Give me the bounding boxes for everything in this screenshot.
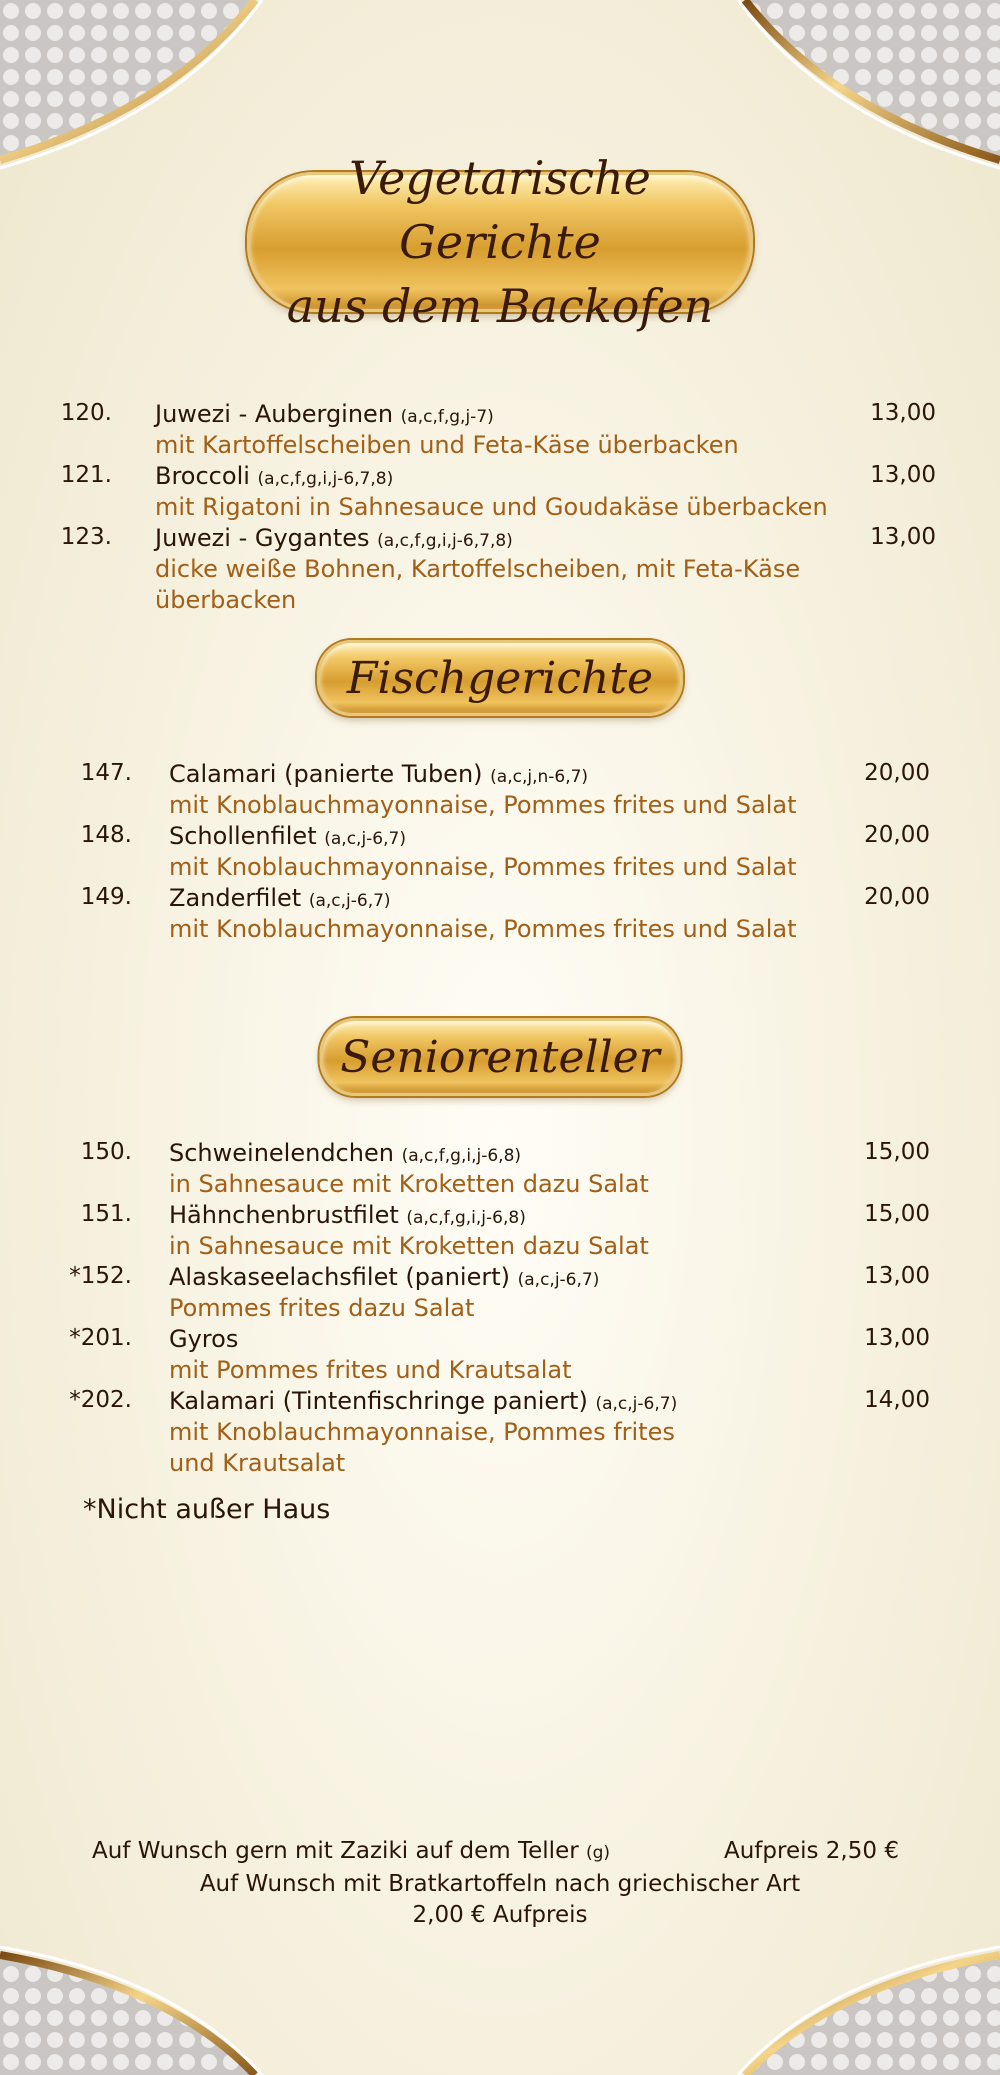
item-name: Hähnchenbrustfilet (a,c,f,g,i,j-6,8) [169,1201,526,1229]
item-allergens: (a,c,f,g,i,j-6,7,8) [257,469,394,489]
item-number: 120. [60,400,112,426]
item-allergens: (a,c,f,g,i,j-6,7,8) [377,531,513,551]
item-name: Gyros [169,1325,239,1353]
item-description: mit Kartoffelscheiben und Feta-Käse überbacken [155,431,739,459]
footer-bratkartoffeln-price: 2,00 € Aufpreis [412,1902,588,1928]
item-description: mit Knoblauchmayonnaise, Pommes frites und Krautsalat [169,1418,675,1477]
heading-senior-text: Seniorenteller [340,1031,660,1083]
item-number: 151. [80,1201,132,1227]
item-price: 20,00 [864,822,930,848]
takeaway-note: *Nicht außer Haus [83,1494,331,1525]
heading-vegetarian-line1: Vegetarische Gerichte [349,151,651,269]
menu-item [0,822,1000,884]
item-price: 20,00 [864,760,930,786]
menu-item [0,1263,1000,1325]
item-price: 15,00 [864,1201,930,1227]
menu-item [0,884,1000,946]
corner-ornament-top-left [0,0,280,200]
item-allergens: (a,c,f,g,i,j-6,8) [401,1146,522,1166]
item-number: 148. [80,822,132,848]
item-name: Juwezi - Gygantes (a,c,f,g,i,j-6,7,8) [155,524,513,552]
heading-fish [317,640,683,716]
footer-bratkartoffeln-text: Auf Wunsch mit Bratkartoffeln nach griechischer Art [199,1871,801,1897]
item-number: 147. [80,760,132,786]
item-description: mit Pommes frites und Krautsalat [169,1356,572,1384]
item-allergens: (a,c,j-6,7) [595,1394,678,1414]
item-description: in Sahnesauce mit Kroketten dazu Salat [169,1170,649,1198]
item-name: Calamari (panierte Tuben) (a,c,j,n-6,7) [169,760,589,788]
menu-item [0,400,1000,462]
item-number: *202. [69,1387,132,1413]
item-allergens: (a,c,j-6,7) [517,1270,600,1290]
item-price: 13,00 [864,1325,930,1351]
heading-vegetarian [247,151,753,333]
item-allergens: (a,c,j-6,7) [308,891,391,911]
item-number: 121. [60,462,112,488]
vegetarian-list [0,400,1000,614]
item-name: Broccoli (a,c,f,g,i,j-6,7,8) [155,462,394,490]
item-price: 13,00 [870,524,936,550]
item-number: *201. [69,1325,132,1351]
item-number: 123. [60,524,112,550]
item-price: 14,00 [864,1387,930,1413]
item-name: Zanderfilet (a,c,j-6,7) [169,884,391,912]
footer-zaziki-allergen: (g) [586,1843,611,1863]
footer-notes [0,1838,1000,1931]
item-description: dicke weiße Bohnen, Kartoffelscheiben, mit Feta-Käse überbacken [155,555,801,614]
menu-item [0,462,1000,524]
fish-list [0,760,1000,946]
item-price: 13,00 [870,400,936,426]
menu-item [0,760,1000,822]
senior-list [0,1139,1000,1477]
item-allergens: (a,c,f,g,i,j-6,8) [406,1208,526,1228]
item-number: *152. [69,1263,132,1289]
corner-ornament-top-right [720,0,1000,200]
heading-vegetarian-line2: aus dem Backofen [286,279,714,333]
item-name: Alaskaseelachsfilet (paniert) (a,c,j-6,7) [169,1263,600,1291]
item-number: 150. [80,1139,132,1165]
item-price: 20,00 [864,884,930,910]
item-description: in Sahnesauce mit Kroketten dazu Salat [169,1232,649,1260]
menu-item [0,1387,1000,1477]
item-allergens: (a,c,j-6,7) [324,829,406,849]
item-description: mit Knoblauchmayonnaise, Pommes frites und Salat [169,791,797,819]
item-name: Schweinelendchen (a,c,f,g,i,j-6,8) [169,1139,522,1167]
item-name: Kalamari (Tintenfischringe paniert) (a,c,j-6,7) [169,1387,678,1415]
menu-item [0,1325,1000,1387]
menu-item [0,524,1000,614]
item-price: 13,00 [870,462,936,488]
item-description: mit Knoblauchmayonnaise, Pommes frites und Salat [169,853,797,881]
item-description: mit Rigatoni in Sahnesauce und Goudakäse überbacken [155,493,828,521]
item-number: 149. [80,884,132,910]
menu-item [0,1201,1000,1263]
heading-fish-text: Fischgerichte [346,652,654,704]
footer-zaziki-price: Aufpreis 2,50 € [724,1838,899,1864]
heading-senior [320,1018,681,1096]
item-name: Juwezi - Auberginen (a,c,f,g,j-7) [155,400,494,428]
item-allergens: (a,c,j,n-6,7) [490,767,589,787]
footer-zaziki-text: Auf Wunsch gern mit Zaziki auf dem Teller (g) [92,1838,611,1864]
menu-item [0,1139,1000,1201]
item-description: Pommes frites dazu Salat [169,1294,475,1322]
item-name: Schollenfilet (a,c,j-6,7) [169,822,406,850]
item-description: mit Knoblauchmayonnaise, Pommes frites und Salat [169,915,797,943]
item-allergens: (a,c,f,g,j-7) [400,407,494,427]
item-price: 13,00 [864,1263,930,1289]
item-price: 15,00 [864,1139,930,1165]
